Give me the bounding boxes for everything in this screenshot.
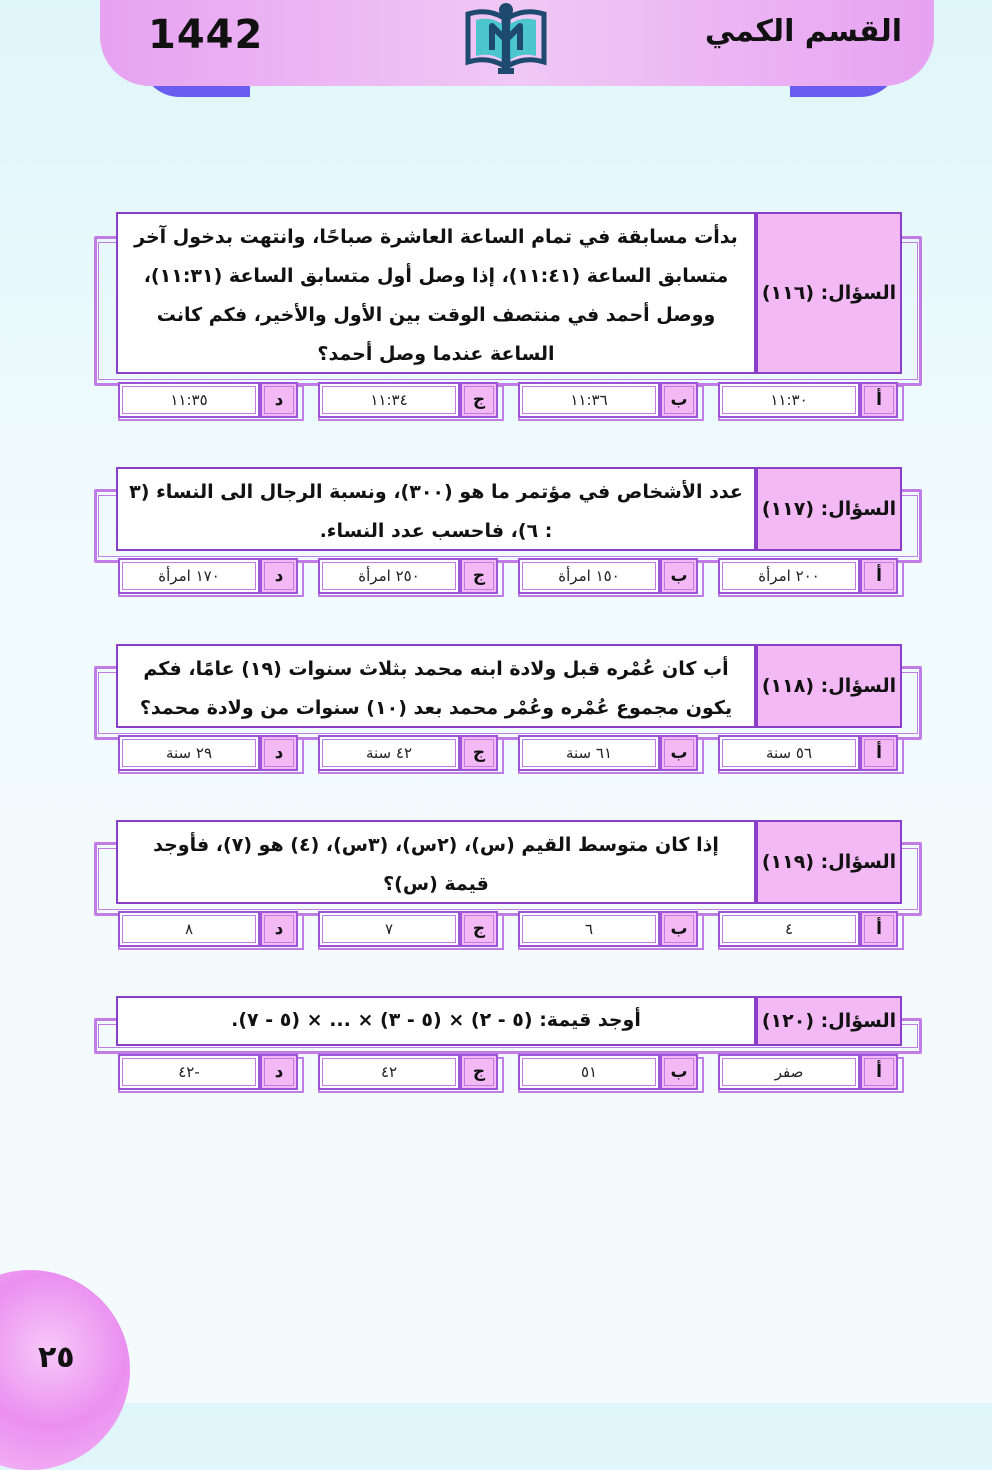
option-value: ٤٢ <box>318 1054 460 1090</box>
option-letter: د <box>260 382 298 418</box>
options-row <box>116 735 902 771</box>
option-letter: ج <box>460 735 498 771</box>
question-text: إذا كان متوسط القيم (س)، (٢س)، (٣س)، (٤) هو (٧)، فأوجد قيمة (س)؟ <box>116 820 756 904</box>
option-value: ١٧٠ امرأة <box>118 558 260 594</box>
option-value: ٢٥٠ امرأة <box>318 558 460 594</box>
option-letter: ب <box>660 558 698 594</box>
option-letter: أ <box>860 911 898 947</box>
options-row <box>116 1054 902 1090</box>
option-letter: د <box>260 558 298 594</box>
option-d[interactable] <box>118 558 304 594</box>
option-value: ٧ <box>318 911 460 947</box>
option-letter: د <box>260 1054 298 1090</box>
option-value: ٤٢ سنة <box>318 735 460 771</box>
option-letter: أ <box>860 558 898 594</box>
option-d[interactable] <box>118 911 304 947</box>
question-label: السؤال: (١١٩) <box>756 820 902 904</box>
header-section-title: القسم الكمي <box>704 14 902 49</box>
option-letter: د <box>260 735 298 771</box>
option-b[interactable] <box>518 735 704 771</box>
option-value: ٢٩ سنة <box>118 735 260 771</box>
option-letter: ج <box>460 1054 498 1090</box>
option-letter: أ <box>860 1054 898 1090</box>
option-letter: د <box>260 911 298 947</box>
question-label: السؤال: (١٢٠) <box>756 996 902 1046</box>
option-value: -٤٢ <box>118 1054 260 1090</box>
option-a[interactable] <box>718 382 904 418</box>
option-value: ٢٠٠ امرأة <box>718 558 860 594</box>
question-text: أوجد قيمة: (٥ - ٢) × (٥ - ٣) × ... × (٥ - ٧). <box>116 996 756 1046</box>
option-value: صفر <box>718 1054 860 1090</box>
option-value: ١٥٠ امرأة <box>518 558 660 594</box>
question-text: عدد الأشخاص في مؤتمر ما هو (٣٠٠)، ونسبة الرجال الى النساء (٣ : ٦)، فاحسب عدد النساء. <box>116 467 756 551</box>
option-a[interactable] <box>718 558 904 594</box>
option-value: ٦ <box>518 911 660 947</box>
question-label: السؤال: (١١٧) <box>756 467 902 551</box>
option-c[interactable] <box>318 911 504 947</box>
option-value: ١١:٣٦ <box>518 382 660 418</box>
option-d[interactable] <box>118 1054 304 1090</box>
option-value: ٨ <box>118 911 260 947</box>
option-c[interactable] <box>318 558 504 594</box>
header-year: 1442 <box>148 12 264 58</box>
option-value: ١١:٣٠ <box>718 382 860 418</box>
option-value: ٦١ سنة <box>518 735 660 771</box>
option-value: ١١:٣٥ <box>118 382 260 418</box>
option-letter: ج <box>460 911 498 947</box>
option-b[interactable] <box>518 382 704 418</box>
book-m-logo-icon <box>458 0 554 76</box>
question-label: السؤال: (١١٦) <box>756 212 902 374</box>
option-c[interactable] <box>318 1054 504 1090</box>
option-a[interactable] <box>718 735 904 771</box>
option-letter: أ <box>860 735 898 771</box>
options-row <box>116 382 902 418</box>
option-letter: ب <box>660 735 698 771</box>
question-text: أب كان عُمْره قبل ولادة ابنه محمد بثلاث سنوات (١٩) عامًا، فكم يكون مجموع عُمْره وعُمْر محمد بعد (١٠) سنوات من ولادة محمد؟ <box>116 644 756 728</box>
option-d[interactable] <box>118 735 304 771</box>
option-b[interactable] <box>518 1054 704 1090</box>
options-row <box>116 911 902 947</box>
option-d[interactable] <box>118 382 304 418</box>
question-block-117 <box>94 467 922 599</box>
options-row <box>116 558 902 594</box>
option-letter: ج <box>460 382 498 418</box>
question-block-116 <box>94 212 922 422</box>
option-a[interactable] <box>718 911 904 947</box>
question-block-119 <box>94 820 922 952</box>
option-letter: ب <box>660 382 698 418</box>
question-block-118 <box>94 644 922 776</box>
question-label: السؤال: (١١٨) <box>756 644 902 728</box>
option-letter: أ <box>860 382 898 418</box>
option-c[interactable] <box>318 735 504 771</box>
option-letter: ب <box>660 911 698 947</box>
option-b[interactable] <box>518 911 704 947</box>
option-value: ٤ <box>718 911 860 947</box>
option-c[interactable] <box>318 382 504 418</box>
question-block-120 <box>94 996 922 1096</box>
page-number: ٢٥ <box>38 1340 75 1375</box>
option-letter: ج <box>460 558 498 594</box>
question-text: بدأت مسابقة في تمام الساعة العاشرة صباحًا، وانتهت بدخول آخر متسابق الساعة (١١:٤١)، إذا وصل أول متسابق الساعة (١١:٣١)، ووصل أحمد في منتصف الوقت بين الأول والأخير، فكم كانت الساعة عندما وصل أحمد؟ <box>116 212 756 374</box>
option-value: ٥٦ سنة <box>718 735 860 771</box>
option-value: ٥١ <box>518 1054 660 1090</box>
option-letter: ب <box>660 1054 698 1090</box>
option-a[interactable] <box>718 1054 904 1090</box>
option-value: ١١:٣٤ <box>318 382 460 418</box>
option-b[interactable] <box>518 558 704 594</box>
